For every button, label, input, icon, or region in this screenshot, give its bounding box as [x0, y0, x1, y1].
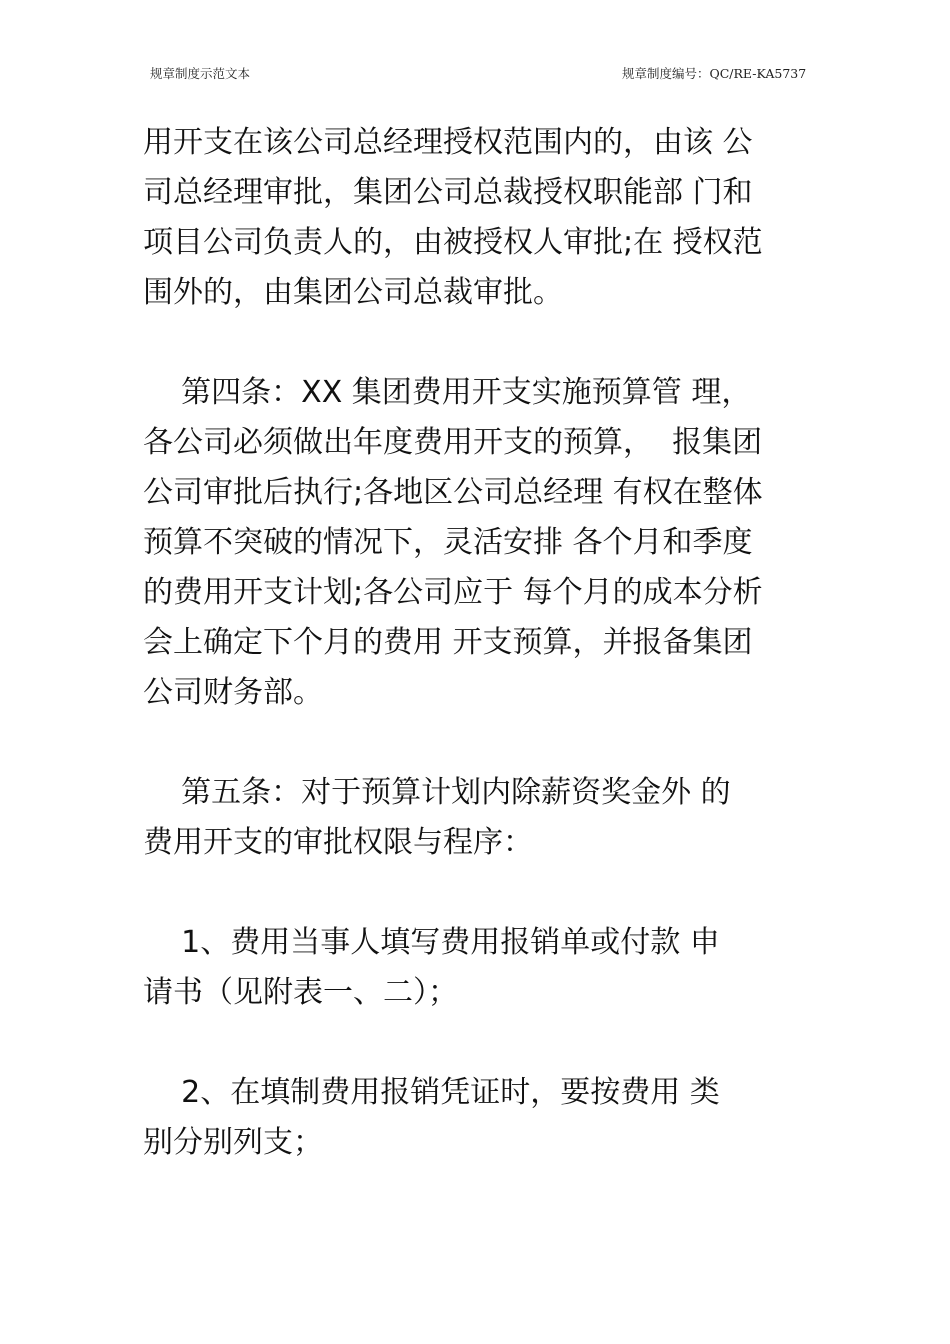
header-doc-number: 规章制度编号：QC/RE-KA5737	[622, 66, 807, 81]
text-line: 各公司必须做出年度费用开支的预算， 报集团	[143, 425, 763, 460]
text-line: 会上确定下个月的费用 开支预算，并报备集团	[143, 625, 753, 660]
text-line: 预算不突破的情况下，灵活安排 各个月和季度	[143, 525, 753, 560]
document-body	[143, 118, 823, 1168]
paragraph-approval-authority	[143, 118, 823, 318]
paragraph-item-2	[143, 1068, 823, 1168]
text-line: 公司审批后执行;各地区公司总经理 有权在整体	[143, 475, 763, 510]
text-line: 的费用开支计划;各公司应于 每个月的成本分析	[143, 575, 763, 610]
text-line: 第五条：对于预算计划内除薪资奖金外 的	[143, 775, 731, 810]
text-line: 公司财务部。	[143, 675, 323, 710]
text-line: 请书（见附表一、二）；	[143, 975, 458, 1010]
paragraph-item-1	[143, 918, 823, 1018]
page-header	[0, 64, 950, 84]
text-line: 1、费用当事人填写费用报销单或付款 申	[143, 925, 720, 960]
paragraph-article-4	[143, 368, 823, 718]
text-line: 别分别列支；	[143, 1125, 323, 1160]
header-doc-type: 规章制度示范文本	[150, 66, 251, 81]
text-line: 司总经理审批，集团公司总裁授权职能部 门和	[143, 175, 753, 210]
paragraph-article-5	[143, 768, 823, 868]
text-line: 第四条：XX 集团费用开支实施预算管 理，	[143, 375, 752, 410]
text-line: 项目公司负责人的，由被授权人审批;在 授权范	[143, 225, 763, 260]
text-line: 2、在填制费用报销凭证时，要按费用 类	[143, 1075, 720, 1110]
text-line: 费用开支的审批权限与程序：	[143, 825, 533, 860]
text-line: 围外的，由集团公司总裁审批。	[143, 275, 563, 310]
text-line: 用开支在该公司总经理授权范围内的，由该 公	[143, 125, 753, 160]
